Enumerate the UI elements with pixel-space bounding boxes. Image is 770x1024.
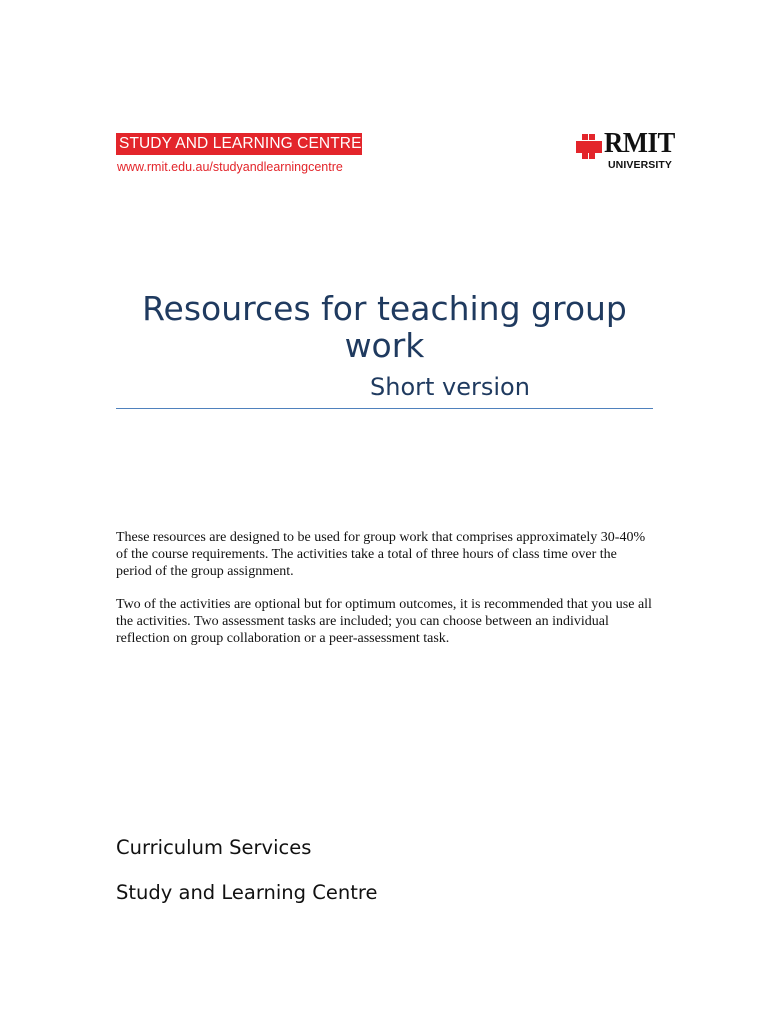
centre-name-banner: STUDY AND LEARNING CENTRE bbox=[116, 133, 362, 155]
department-study-learning-centre: Study and Learning Centre bbox=[116, 881, 378, 904]
rmit-logo-word: RMIT bbox=[604, 127, 675, 159]
intro-paragraph: These resources are designed to be used for group work that comprises approximately 30-40% of the course requirements. The activities take a total of three hours of class time over the period of the group assignment. bbox=[116, 530, 646, 579]
title-divider bbox=[116, 408, 653, 409]
activities-paragraph: Two of the activities are optional but for optimum outcomes, it is recommended that you use all the activities. Two assessment tasks are included; you can choose between an individual reflection on group collaboration or a peer-assessment task. bbox=[116, 597, 652, 646]
document-title: Resources for teaching group work bbox=[142, 289, 627, 365]
centre-url: www.rmit.edu.au/studyandlearningcentre bbox=[117, 160, 343, 174]
rmit-logo-subtitle: UNIVERSITY bbox=[608, 159, 673, 171]
department-curriculum-services: Curriculum Services bbox=[116, 836, 312, 859]
rmit-pixel-mark-icon bbox=[576, 134, 604, 160]
rmit-logo bbox=[576, 127, 682, 174]
document-subtitle: Short version bbox=[370, 373, 530, 401]
